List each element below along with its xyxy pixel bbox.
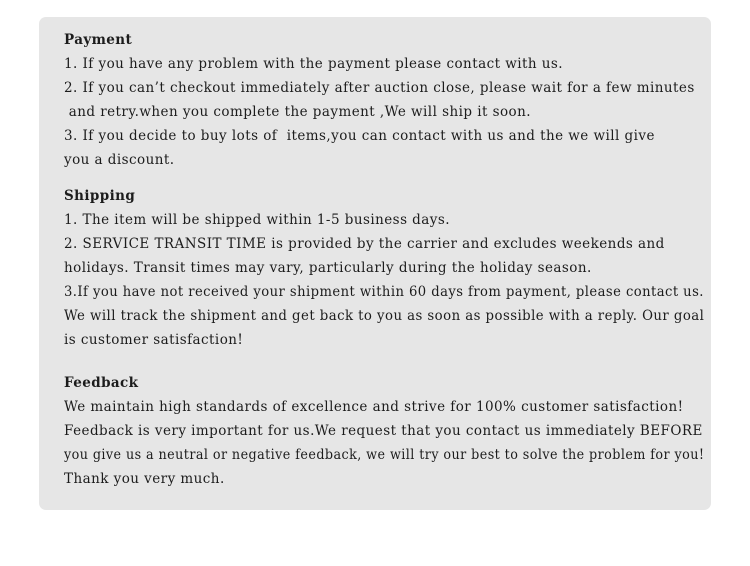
shipping-heading: Shipping [64,188,136,204]
feedback-section [64,371,704,491]
payment-heading: Payment [64,32,133,48]
shipping-line: 3.If you have not received your shipment within 60 days from payment, please contact us. [64,284,704,300]
payment-line: 2. If you can’t checkout immediately after auction close, please wait for a few minutes [64,80,695,96]
feedback-line: Thank you very much. [64,471,225,487]
feedback-line: you give us a neutral or negative feedback, we will try our best to solve the problem for you! [64,447,705,463]
payment-line: you a discount. [64,152,175,168]
feedback-line: We maintain high standards of excellence and strive for 100% customer satisfaction! [64,399,684,415]
shipping-line: We will track the shipment and get back to you as soon as possible with a reply. Our goal [64,308,705,324]
shipping-line: holidays. Transit times may vary, particularly during the holiday season. [64,260,592,276]
policy-panel [39,17,711,510]
shipping-line: 2. SERVICE TRANSIT TIME is provided by the carrier and excludes weekends and [64,236,665,252]
feedback-line: Feedback is very important for us.We request that you contact us immediately BEFORE [64,423,703,439]
feedback-heading: Feedback [64,375,139,391]
payment-line: and retry.when you complete the payment ,We will ship it soon. [64,104,532,120]
payment-section [64,28,704,172]
shipping-section [64,184,704,352]
payment-line: 1. If you have any problem with the payment please contact with us. [64,56,563,72]
shipping-line: is customer satisfaction! [64,332,244,348]
payment-line: 3. If you decide to buy lots of items,you can contact with us and the we will give [64,128,655,144]
shipping-line: 1. The item will be shipped within 1-5 business days. [64,212,450,228]
